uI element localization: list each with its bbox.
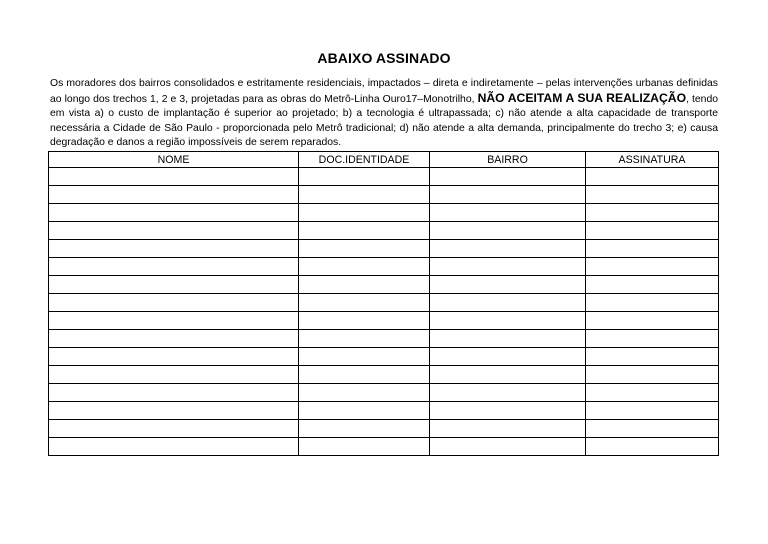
table-header-row	[49, 152, 719, 168]
cell-assinatura[interactable]	[586, 258, 719, 276]
cell-doc-identidade[interactable]	[299, 366, 430, 384]
cell-bairro[interactable]	[430, 348, 586, 366]
cell-nome[interactable]	[49, 366, 299, 384]
cell-nome[interactable]	[49, 186, 299, 204]
table-row	[49, 204, 719, 222]
table-row	[49, 276, 719, 294]
cell-bairro[interactable]	[430, 384, 586, 402]
cell-assinatura[interactable]	[586, 420, 719, 438]
cell-bairro[interactable]	[430, 204, 586, 222]
cell-doc-identidade[interactable]	[299, 348, 430, 366]
cell-nome[interactable]	[49, 402, 299, 420]
table-row	[49, 240, 719, 258]
cell-doc-identidade[interactable]	[299, 204, 430, 222]
cell-assinatura[interactable]	[586, 330, 719, 348]
table-row	[49, 366, 719, 384]
cell-doc-identidade[interactable]	[299, 222, 430, 240]
table-row	[49, 420, 719, 438]
cell-assinatura[interactable]	[586, 276, 719, 294]
cell-doc-identidade[interactable]	[299, 402, 430, 420]
cell-nome[interactable]	[49, 222, 299, 240]
cell-nome[interactable]	[49, 438, 299, 456]
cell-bairro[interactable]	[430, 420, 586, 438]
cell-bairro[interactable]	[430, 240, 586, 258]
cell-assinatura[interactable]	[586, 240, 719, 258]
table-row	[49, 312, 719, 330]
cell-assinatura[interactable]	[586, 186, 719, 204]
table-row	[49, 384, 719, 402]
table-row	[49, 402, 719, 420]
cell-assinatura[interactable]	[586, 384, 719, 402]
table-row	[49, 222, 719, 240]
cell-bairro[interactable]	[430, 438, 586, 456]
table-row	[49, 294, 719, 312]
table-row	[49, 348, 719, 366]
table-row	[49, 186, 719, 204]
cell-assinatura[interactable]	[586, 222, 719, 240]
cell-nome[interactable]	[49, 168, 299, 186]
cell-bairro[interactable]	[430, 330, 586, 348]
cell-assinatura[interactable]	[586, 312, 719, 330]
document-title: ABAIXO ASSINADO	[317, 50, 451, 66]
table-row	[49, 168, 719, 186]
cell-nome[interactable]	[49, 294, 299, 312]
cell-bairro[interactable]	[430, 168, 586, 186]
header-assinatura: ASSINATURA	[586, 152, 719, 168]
cell-assinatura[interactable]	[586, 348, 719, 366]
cell-assinatura[interactable]	[586, 402, 719, 420]
table-row	[49, 258, 719, 276]
cell-doc-identidade[interactable]	[299, 294, 430, 312]
cell-bairro[interactable]	[430, 222, 586, 240]
cell-doc-identidade[interactable]	[299, 276, 430, 294]
cell-nome[interactable]	[49, 204, 299, 222]
paragraph-intro: Os moradores dos bairros consolidados e estritamente residenciais, impactados – direta e indiretamente – pelas intervenções urbanas definidas ao longo dos trechos 1, 2 e 3, projetadas para as obras do Metrô-Linha Ouro17–Monotrilho,	[50, 78, 718, 106]
cell-bairro[interactable]	[430, 294, 586, 312]
cell-assinatura[interactable]	[586, 294, 719, 312]
cell-bairro[interactable]	[430, 366, 586, 384]
cell-bairro[interactable]	[430, 258, 586, 276]
cell-doc-identidade[interactable]	[299, 384, 430, 402]
table-row	[49, 330, 719, 348]
cell-doc-identidade[interactable]	[299, 420, 430, 438]
petition-paragraph	[50, 77, 718, 150]
cell-nome[interactable]	[49, 330, 299, 348]
cell-doc-identidade[interactable]	[299, 312, 430, 330]
header-nome: NOME	[49, 152, 299, 168]
cell-nome[interactable]	[49, 258, 299, 276]
signature-rows	[49, 168, 719, 456]
paragraph-emphasis: NÃO ACEITAM A SUA REALIZAÇÃO	[477, 91, 687, 106]
cell-doc-identidade[interactable]	[299, 258, 430, 276]
cell-assinatura[interactable]	[586, 438, 719, 456]
cell-doc-identidade[interactable]	[299, 186, 430, 204]
cell-bairro[interactable]	[430, 312, 586, 330]
signature-table	[48, 151, 719, 456]
cell-doc-identidade[interactable]	[299, 240, 430, 258]
cell-assinatura[interactable]	[586, 204, 719, 222]
cell-nome[interactable]	[49, 276, 299, 294]
cell-bairro[interactable]	[430, 276, 586, 294]
cell-nome[interactable]	[49, 420, 299, 438]
cell-nome[interactable]	[49, 384, 299, 402]
header-doc-identidade: DOC.IDENTIDADE	[299, 152, 430, 168]
cell-assinatura[interactable]	[586, 366, 719, 384]
table-row	[49, 438, 719, 456]
cell-doc-identidade[interactable]	[299, 168, 430, 186]
cell-nome[interactable]	[49, 312, 299, 330]
paragraph-rest: , tendo em vista a) o custo de implantação é superior ao projetado; b) a tecnologia é ultrapassada; c) não atende a alta capacidade de transporte necessária a Cidade de São Paulo - proporcionada pelo Metrô tradicional; d) não atende a alta demanda, principalmente do trecho 3; e) causa degradação e danos a região impossíveis de serem reparados.	[50, 94, 719, 148]
cell-nome[interactable]	[49, 348, 299, 366]
cell-doc-identidade[interactable]	[299, 330, 430, 348]
cell-bairro[interactable]	[430, 186, 586, 204]
cell-assinatura[interactable]	[586, 168, 719, 186]
header-bairro: BAIRRO	[430, 152, 586, 168]
cell-bairro[interactable]	[430, 402, 586, 420]
cell-doc-identidade[interactable]	[299, 438, 430, 456]
cell-nome[interactable]	[49, 240, 299, 258]
